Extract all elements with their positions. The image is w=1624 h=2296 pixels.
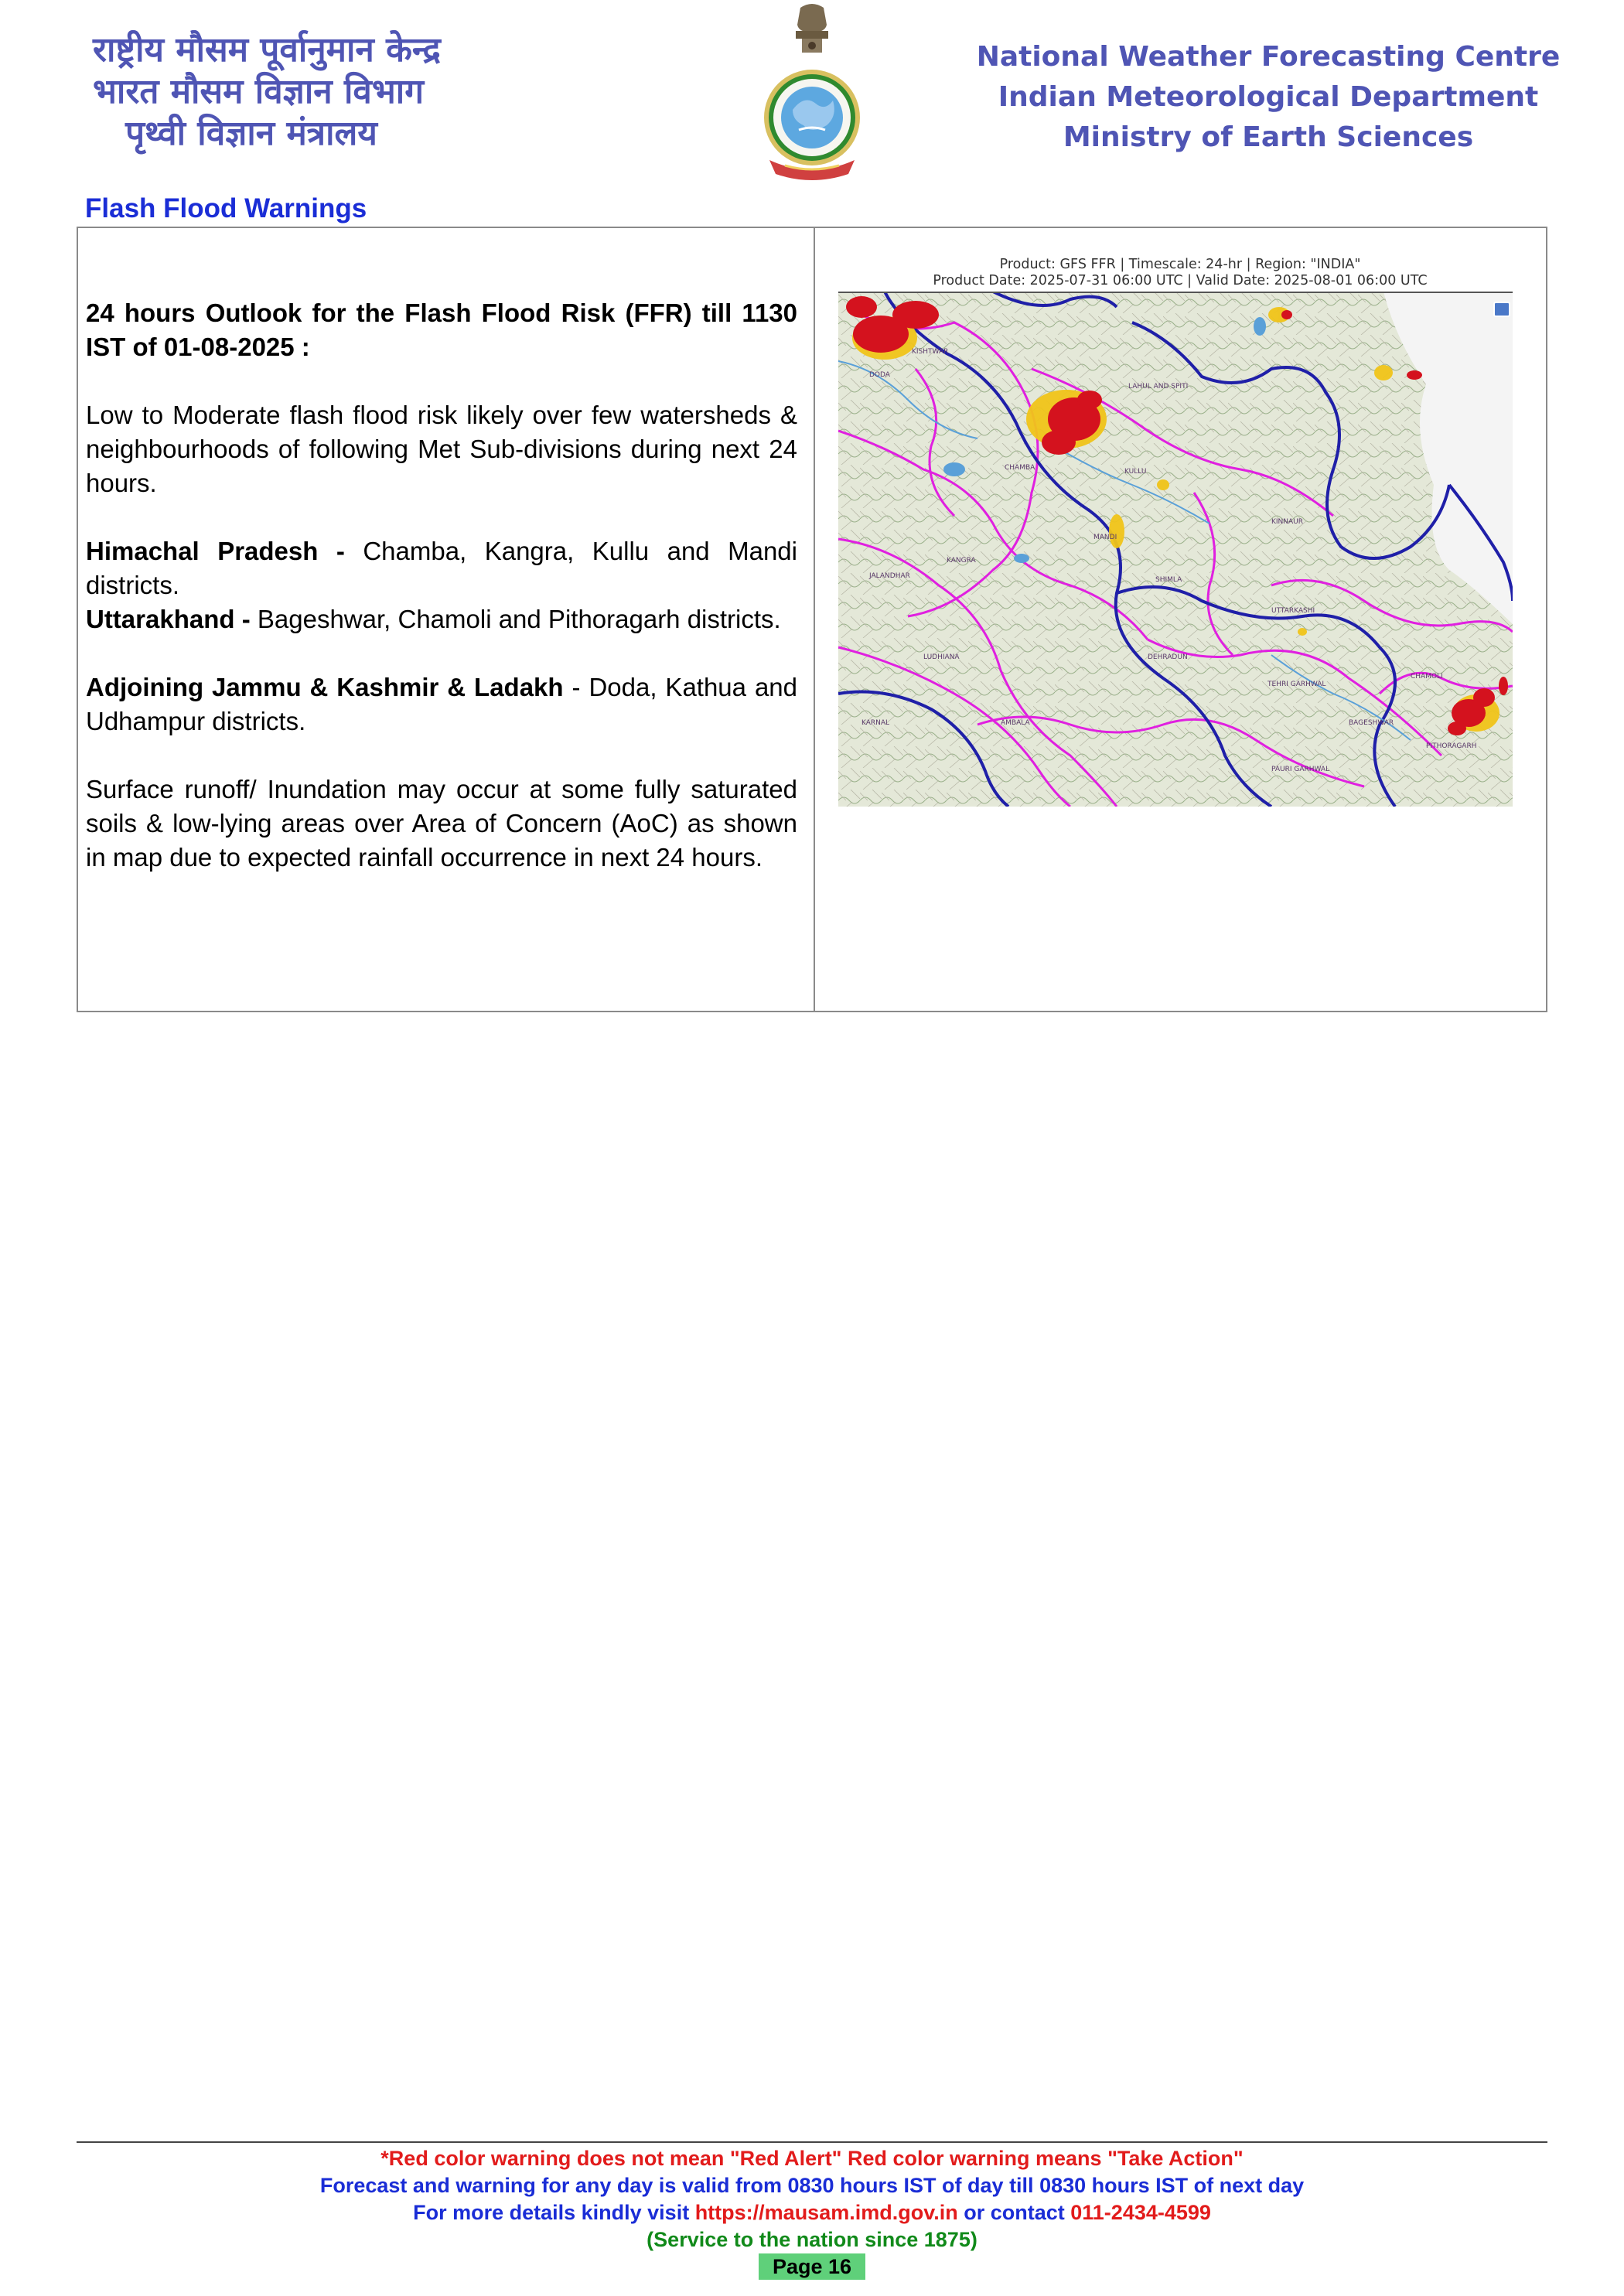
header-english-title	[967, 37, 1570, 158]
english-line-1: National Weather Forecasting Centre	[976, 41, 1561, 73]
map-label: DODA	[869, 371, 890, 379]
map-label: MANDI	[1093, 534, 1117, 541]
map-label: AMBALA	[1001, 719, 1030, 727]
header-hindi-title	[93, 29, 441, 155]
map-label: CHAMBA	[1005, 464, 1035, 472]
english-line-3: Ministry of Earth Sciences	[1063, 121, 1474, 153]
hindi-line-1: राष्ट्रीय मौसम पूर्वानुमान केन्द्र	[93, 30, 441, 70]
outlook-heading: 24 hours Outlook for the Flash Flood Risk (FFR) till 1130 IST of 01-08-2025 :	[86, 299, 797, 361]
imd-emblem-icon	[762, 2, 862, 183]
region-uttarakhand: Uttarakhand - Bageshwar, Chamoli and Pithoragarh districts.	[86, 605, 781, 633]
footer-disclaimer: *Red color warning does not mean "Red Alert" Red color warning means "Take Action"	[380, 2147, 1244, 2170]
map-background	[838, 292, 1513, 807]
region-districts: Doda, Kathua and Udhampur districts.	[86, 673, 798, 735]
lake	[1014, 554, 1029, 563]
page-number-badge: Page 16	[759, 2253, 865, 2280]
english-line-2: Indian Meteorological Department	[998, 81, 1539, 113]
table-divider	[814, 228, 815, 1011]
region-name: Uttarakhand	[86, 605, 235, 633]
region-jammu-kashmir: Adjoining Jammu & Kashmir & Ladakh - Doda, Kathua and Udhampur districts.	[86, 673, 798, 735]
map-label: KULLU	[1124, 468, 1147, 476]
outlook-intro: Low to Moderate flash flood risk likely over few watersheds & neighbourhoods of following Met Sub-divisions during next 24 hours.	[86, 401, 797, 497]
outlook-text-cell	[86, 296, 797, 875]
region-name: Himachal Pradesh	[86, 537, 319, 565]
region-himachal: Himachal Pradesh - Chamba, Kangra, Kullu and Mandi districts.	[86, 537, 797, 599]
footer-tagline: (Service to the nation since 1875)	[647, 2228, 977, 2251]
map-label: KISHTWAR	[912, 348, 949, 356]
map-caption	[840, 257, 1520, 289]
flash-flood-risk-map	[838, 292, 1513, 807]
map-label: KARNAL	[861, 719, 890, 727]
map-label: KANGRA	[947, 557, 976, 565]
footer	[0, 2145, 1624, 2281]
website-link[interactable]: https://mausam.imd.gov.in	[694, 2201, 958, 2224]
map-label: PAURI GARHWAL	[1271, 766, 1330, 773]
map-label: PITHORAGARH	[1426, 742, 1477, 750]
region-districts: Chamba, Kangra, Kullu and Mandi districts.	[86, 537, 797, 599]
map-label: UTTARKASHI	[1271, 607, 1315, 615]
contact-phone: 011-2434-4599	[1070, 2201, 1211, 2224]
map-label: DEHRADUN	[1148, 653, 1188, 661]
footer-contact: For more details kindly visit https://mausam.imd.gov.in or contact 011-2434-4599	[413, 2201, 1211, 2224]
map-caption-line-2: Product Date: 2025-07-31 06:00 UTC | Valid Date: 2025-08-01 06:00 UTC	[933, 273, 1428, 288]
map-legend-button	[1494, 302, 1510, 316]
map-label: BAGESHWAR	[1349, 719, 1394, 727]
lake	[1254, 317, 1266, 336]
region-name: Adjoining Jammu & Kashmir & Ladakh	[86, 673, 564, 701]
footer-validity: Forecast and warning for any day is valid from 0830 hours IST of day till 0830 hours IST of next day	[319, 2174, 1305, 2197]
outlook-note: Surface runoff/ Inundation may occur at some fully saturated soils & low-lying areas over Area of Concern (AoC) as shown in map due to expected rainfall occurrence in next 24 hours.	[86, 775, 797, 872]
map-caption-line-1: Product: GFS FFR | Timescale: 24-hr | Region: "INDIA"	[999, 257, 1361, 272]
map-label: TEHRI GARHWAL	[1267, 681, 1326, 688]
map-label: SHIMLA	[1155, 576, 1182, 584]
footer-rule	[77, 2141, 1547, 2143]
region-districts: Bageshwar, Chamoli and Pithoragarh districts.	[257, 605, 781, 633]
hindi-line-3: पृथ्वी विज्ञान मंत्रालय	[125, 114, 377, 153]
map-label: LAHUL AND SPITI	[1128, 383, 1189, 391]
section-title: Flash Flood Warnings	[85, 193, 367, 223]
hindi-line-2: भारत मौसम विज्ञान विभाग	[93, 72, 424, 111]
map-label: CHAMOLI	[1411, 673, 1443, 681]
map-label: LUDHIANA	[923, 653, 960, 661]
map-label: KINNAUR	[1271, 518, 1304, 526]
lake	[943, 462, 965, 476]
map-label: JALANDHAR	[869, 572, 910, 580]
